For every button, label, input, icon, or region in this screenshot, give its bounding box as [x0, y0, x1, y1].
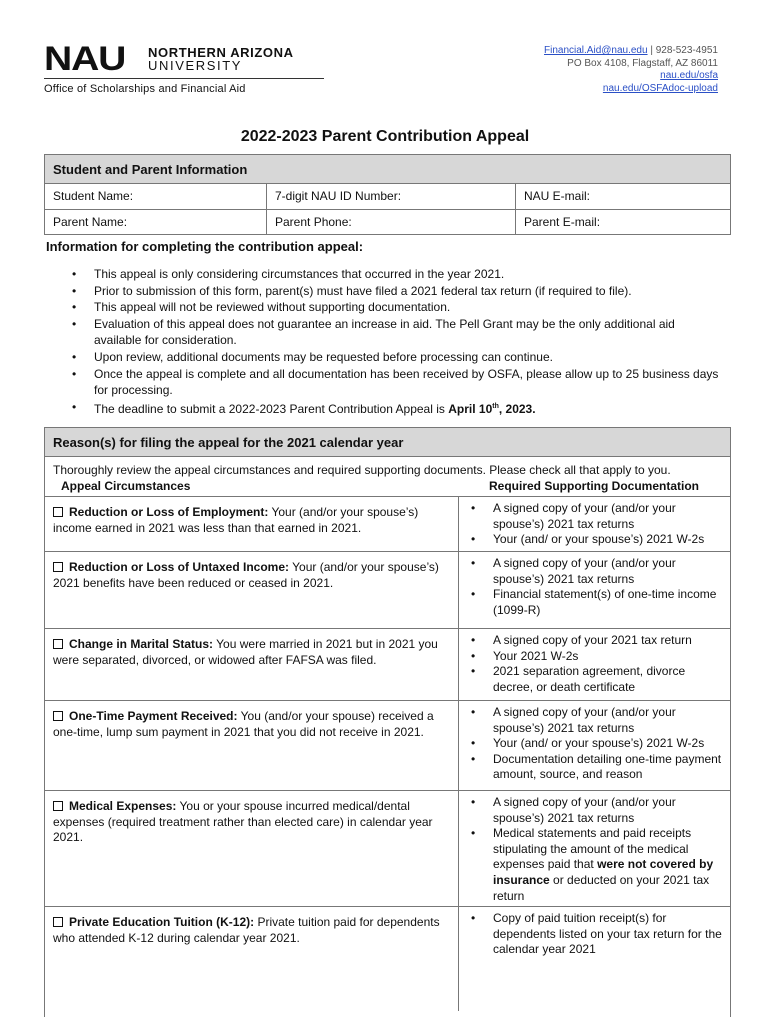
list-item: • Your (and/ or your spouse’s) 2021 W-2s — [459, 532, 724, 548]
list-item-deadline — [62, 399, 722, 418]
reason-description: Your (and/or your spouse’s) 2021 benefits have been reduced or ceased in 2021. — [53, 560, 439, 590]
table-row — [45, 209, 730, 234]
contact-email-link[interactable]: Financial.Aid@nau.edu — [544, 45, 648, 56]
list-item: • Documentation detailing one-time payment amount, source, and reason — [459, 752, 724, 783]
reason-docs — [459, 629, 730, 700]
reason-description: Your (and/or your spouse’s) income earned in 2021 was less than that earned in 2021. — [53, 505, 419, 535]
reason-text — [45, 629, 459, 700]
nau-logo — [44, 40, 324, 79]
list-item: • Once the appeal is complete and all documentation has been received by OSFA, please allow up to 25 business days for processing. — [62, 366, 722, 399]
doc-upload-link[interactable]: nau.edu/OSFAdoc-upload — [602, 82, 718, 94]
checkbox[interactable] — [53, 917, 63, 927]
logo-mark — [44, 40, 324, 78]
reason-one-time-payment — [45, 700, 730, 790]
parent-email-field[interactable]: Parent E-mail: — [524, 215, 601, 229]
office-name: Office of Scholarships and Financial Aid — [44, 83, 246, 95]
parent-phone-field[interactable]: Parent Phone: — [267, 210, 516, 234]
info-table-header: Student and Parent Information — [45, 155, 730, 184]
reasons-header: Reason(s) for filing the appeal for the 2021 calendar year — [45, 428, 730, 457]
list-item: • A signed copy of your (and/or your spouse’s) 2021 tax returns — [459, 501, 724, 532]
reason-text — [45, 791, 459, 906]
page-title: 2022-2023 Parent Contribution Appeal — [240, 128, 530, 145]
reason-label: One-Time Payment Received: — [69, 709, 238, 723]
reason-text — [45, 497, 459, 551]
medical-doc-emphasis: were not covered by insurance — [493, 857, 714, 887]
reason-label: Reduction or Loss of Employment: — [69, 505, 269, 519]
list-item: • Your (and/ or your spouse’s) 2021 W-2s — [459, 736, 724, 752]
reasons-intro: Thoroughly review the appeal circumstances and required supporting documents. Please check all that apply to you. — [53, 463, 671, 477]
reasons-table — [44, 427, 731, 1017]
reason-text — [45, 701, 459, 790]
reason-label: Reduction or Loss of Untaxed Income: — [69, 560, 290, 574]
reason-description: You or your spouse incurred medical/dental expenses (required treatment rather than elected care) in calendar year 2021. — [53, 799, 433, 845]
reason-docs — [459, 907, 730, 1011]
reason-description: You were married in 2021 but in 2021 you were separated, divorced, or widowed after FAFSA was filed. — [53, 637, 438, 667]
reason-label: Change in Marital Status: — [69, 637, 214, 651]
instructions-list — [62, 266, 722, 417]
list-item: • Upon review, additional documents may be requested before processing can continue. — [62, 349, 722, 366]
list-item — [459, 826, 724, 904]
reason-docs — [459, 497, 730, 551]
reason-description: Private tuition paid for dependents who attended K-12 during calendar year 2021. — [53, 915, 440, 945]
col-appeal-circumstances: Appeal Circumstances — [61, 479, 191, 493]
list-item: • Prior to submission of this form, parent(s) must have filed a 2021 federal tax return (if required to file). — [62, 283, 722, 300]
contact-block — [544, 45, 718, 95]
contact-phone: | 928-523-4951 — [647, 45, 718, 56]
medical-doc-text: Medical statements and paid receipts stipulating the amount of the medical expenses paid that — [493, 826, 692, 872]
table-row — [45, 184, 730, 209]
list-item: • A signed copy of your 2021 tax return — [459, 633, 724, 649]
reason-description: You (and/or your spouse) received a one-time, lump sum payment in 2021 that you did not receive in 2021. — [53, 709, 434, 739]
deadline-prefix: The deadline to submit a 2022-2023 Parent Contribution Appeal is — [94, 401, 449, 416]
reason-marital-status — [45, 628, 730, 700]
deadline-year: , 2023. — [498, 401, 536, 416]
list-item: • This appeal is only considering circumstances that occurred in the year 2021. — [62, 266, 722, 283]
reason-employment — [45, 496, 730, 551]
checkbox[interactable] — [53, 507, 63, 517]
logo-line-1: NORTHERN ARIZONA — [148, 45, 294, 60]
reason-text — [45, 907, 459, 1011]
nau-id-field[interactable]: 7-digit NAU ID Number: — [267, 184, 516, 209]
logo-nau-letters: NAU — [44, 40, 126, 78]
student-parent-info-table — [44, 154, 731, 235]
reason-label: Medical Expenses: — [69, 799, 177, 813]
list-item: • 2021 separation agreement, divorce decree, or death certificate — [459, 664, 724, 695]
list-item: • Copy of paid tuition receipt(s) for dependents listed on your tax return for the calendar year 2021 — [459, 911, 724, 958]
list-item: • This appeal will not be reviewed without supporting documentation. — [62, 299, 722, 316]
list-item: • Financial statement(s) of one-time income (1099-R) — [459, 587, 724, 618]
reason-docs — [459, 791, 730, 906]
reason-docs — [459, 552, 730, 628]
reason-medical-expenses — [45, 790, 730, 906]
list-item: • A signed copy of your (and/or your spouse’s) 2021 tax returns — [459, 705, 724, 736]
checkbox[interactable] — [53, 562, 63, 572]
nau-email-field[interactable]: NAU E-mail: — [524, 189, 591, 203]
logo-wordmark — [148, 46, 294, 72]
reason-label: Private Education Tuition (K-12): — [69, 915, 255, 929]
reason-untaxed-income — [45, 551, 730, 628]
contact-address: PO Box 4108, Flagstaff, AZ 86011 — [567, 57, 718, 69]
parent-name-field[interactable]: Parent Name: — [45, 210, 267, 234]
list-item: • Evaluation of this appeal does not guarantee an increase in aid. The Pell Grant may be the only additional aid available for consideration. — [62, 316, 722, 349]
reason-text — [45, 552, 459, 628]
reasons-column-headers — [45, 479, 730, 496]
col-required-docs: Required Supporting Documentation — [489, 479, 699, 493]
contact-email-line — [544, 45, 718, 58]
checkbox[interactable] — [53, 639, 63, 649]
logo-divider — [44, 78, 324, 79]
checkbox[interactable] — [53, 801, 63, 811]
reason-docs — [459, 701, 730, 790]
reason-private-tuition — [45, 906, 730, 1011]
list-item: • A signed copy of your (and/or your spouse’s) 2021 tax returns — [459, 795, 724, 826]
checkbox[interactable] — [53, 711, 63, 721]
student-name-field[interactable]: Student Name: — [45, 184, 267, 209]
logo-line-2: UNIVERSITY — [148, 58, 243, 73]
instructions-heading: Information for completing the contribution appeal: — [46, 239, 364, 254]
list-item: • A signed copy of your (and/or your spouse’s) 2021 tax returns — [459, 556, 724, 587]
deadline-date: April 10 — [448, 401, 493, 416]
list-item: • Your 2021 W-2s — [459, 649, 724, 665]
medical-doc-text-end: or deducted on your 2021 tax return — [493, 872, 710, 903]
deadline-sup: th — [492, 402, 499, 410]
osfa-link[interactable]: nau.edu/osfa — [660, 70, 718, 81]
